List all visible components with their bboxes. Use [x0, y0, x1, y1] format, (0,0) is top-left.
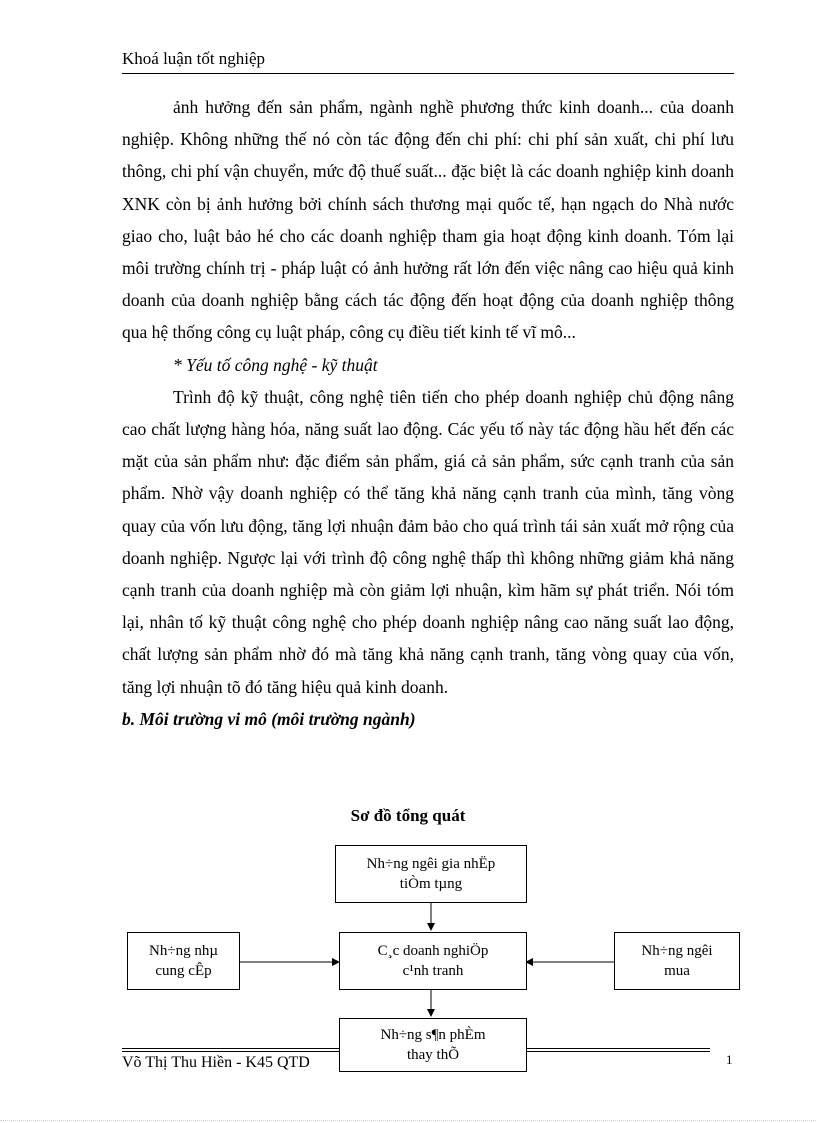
box-suppliers-line2: cung cÊp	[155, 963, 212, 979]
paragraph-technology: Trình độ kỹ thuật, công nghệ tiên tiến cho phép doanh nghiệp chủ động nâng cao chất lượng hàng hóa, năng suất lao động. Các yếu tố này tác động hầu hết đến các mặt của sản phẩm như: đặc điểm sản phẩm, giá cả sản phẩm, sức cạnh tranh của sản phẩm. Nhờ vậy doanh nghiệp có thể tăng khả năng cạnh tranh của mình, tăng vòng quay của vốn lưu động, tăng lợi nhuận đảm bảo cho quá trình tái sản xuất mở rộng của doanh nghiệp. Ngược lại với trình độ công nghệ thấp thì không những giảm khả năng cạnh tranh của doanh nghiệp mà còn giảm lợi nhuận, kìm hãm sự phát triển. Nói tóm lại, nhân tố kỹ thuật công nghệ cho phép doanh nghiệp nâng cao năng suất lao động, chất lượng sản phẩm nhờ đó mà tăng khả năng cạnh tranh, tăng vòng quay của vốn, tăng lợi nhuận tõ đó tăng hiệu quả kinh doanh.	[122, 386, 734, 697]
header-title: Khoá luận tốt nghiệp	[122, 49, 266, 68]
box-potential-entrants	[335, 845, 527, 903]
box-competitors	[339, 932, 527, 990]
box-suppliers-line1: Nh÷ng nhµ	[149, 943, 218, 959]
page-number: 1	[726, 1052, 733, 1067]
footer-author: Võ Thị Thu Hiền - K45 QTD	[122, 1054, 310, 1071]
box-buyers-line1: Nh÷ng ngêi	[641, 943, 713, 959]
box-substitutes	[339, 1018, 527, 1072]
subheading-technology: * Yếu tố công nghệ - kỹ thuật	[173, 354, 378, 375]
page-edge	[0, 1120, 816, 1121]
box-substitutes-line1: Nh÷ng s¶n phÈm	[380, 1027, 486, 1043]
paragraph-political-law: ảnh hưởng đến sản phẩm, ngành nghề phương thức kinh doanh... của doanh nghiệp. Không những thế nó còn tác động đến chi phí: chi phí sản xuất, chi phí lưu thông, chi phí vận chuyển, mức độ thuế suất... đặc biệt là các doanh nghiệp kinh doanh XNK còn bị ảnh hưởng bởi chính sách thương mại quốc tế, hạn ngạch do Nhà nước giao cho, luật bảo hé cho các doanh nghiệp tham gia hoạt động kinh doanh. Tóm lại môi trường chính trị - pháp luật có ảnh hưởng rất lớn đến việc nâng cao hiệu quả kinh doanh của doanh nghiệp bằng cách tác động đến hoạt động của doanh nghiệp thông qua hệ thống công cụ luật pháp, công cụ điều tiết kinh tế vĩ mô...	[122, 97, 734, 343]
box-competitors-line1: C¸c doanh nghiÖp	[377, 943, 489, 959]
box-potential-entrants-line1: Nh÷ng ngêi gia nhËp	[366, 856, 496, 872]
box-potential-entrants-line2: tiÒm tµng	[399, 876, 463, 892]
box-suppliers	[127, 932, 240, 990]
box-substitutes-line2: thay thÕ	[406, 1047, 460, 1063]
section-heading-micro-environment: b. Môi trường vi mô (môi trường ngành)	[122, 708, 416, 729]
diagram-title: Sơ đồ tổng quát	[350, 806, 466, 825]
box-buyers-line2: mua	[664, 963, 690, 979]
box-buyers	[614, 932, 740, 990]
box-competitors-line2: c¹nh tranh	[402, 963, 464, 979]
